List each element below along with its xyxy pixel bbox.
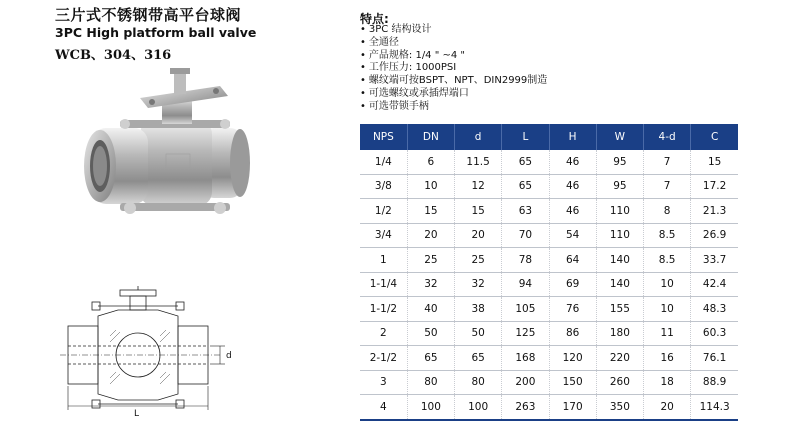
- spec-column-header: L: [502, 124, 549, 150]
- spec-cell: 21.3: [691, 199, 738, 224]
- spec-cell: 263: [502, 395, 549, 420]
- spec-cell: 7: [644, 174, 691, 199]
- spec-cell: 65: [407, 346, 454, 371]
- spec-cell: 125: [502, 321, 549, 346]
- spec-cell: 140: [596, 272, 643, 297]
- spec-column-header: NPS: [360, 124, 407, 150]
- spec-cell: 17.2: [691, 174, 738, 199]
- spec-cell: 11: [644, 321, 691, 346]
- spec-cell: 80: [455, 370, 502, 395]
- table-row: [360, 150, 738, 174]
- spec-cell: 10: [644, 272, 691, 297]
- spec-column-header: C: [691, 124, 738, 150]
- spec-cell: 8: [644, 199, 691, 224]
- spec-cell: 140: [596, 248, 643, 273]
- spec-cell: 168: [502, 346, 549, 371]
- spec-cell: 25: [407, 248, 454, 273]
- table-row: [360, 174, 738, 199]
- spec-cell: 8.5: [644, 223, 691, 248]
- spec-cell: 26.9: [691, 223, 738, 248]
- spec-cell: 114.3: [691, 395, 738, 420]
- spec-cell: 69: [549, 272, 596, 297]
- table-row: [360, 199, 738, 224]
- spec-cell: 15: [455, 199, 502, 224]
- valve-section-drawing: [60, 286, 295, 418]
- table-row: [360, 370, 738, 395]
- spec-cell: 3/8: [360, 174, 407, 199]
- spec-cell: 170: [549, 395, 596, 420]
- spec-cell: 15: [691, 150, 738, 174]
- table-row: [360, 346, 738, 371]
- spec-column-header: 4-d: [644, 124, 691, 150]
- dim-d-label: d: [226, 351, 232, 361]
- spec-cell: 32: [455, 272, 502, 297]
- spec-cell: 15: [407, 199, 454, 224]
- spec-cell: 95: [596, 174, 643, 199]
- feature-item: • 螺纹端可按BSPT、NPT、DIN2999制造: [360, 75, 547, 88]
- spec-cell: 32: [407, 272, 454, 297]
- feature-item: • 可选螺纹或承插焊端口: [360, 88, 547, 101]
- spec-cell: 46: [549, 199, 596, 224]
- spec-cell: 155: [596, 297, 643, 322]
- table-row: [360, 395, 738, 420]
- spec-cell: 10: [644, 297, 691, 322]
- spec-cell: 100: [455, 395, 502, 420]
- spec-cell: 350: [596, 395, 643, 420]
- table-row: [360, 223, 738, 248]
- spec-cell: 120: [549, 346, 596, 371]
- spec-cell: 63: [502, 199, 549, 224]
- spec-cell: 78: [502, 248, 549, 273]
- spec-cell: 12: [455, 174, 502, 199]
- product-title-en: 3PC High platform ball valve: [55, 25, 257, 40]
- spec-cell: 33.7: [691, 248, 738, 273]
- spec-cell: 1-1/4: [360, 272, 407, 297]
- spec-cell: 1-1/2: [360, 297, 407, 322]
- spec-header-row: [360, 124, 738, 150]
- spec-table-body: [360, 150, 738, 420]
- product-title-cn: 三片式不锈钢带高平台球阀: [55, 6, 242, 24]
- spec-column-header: d: [455, 124, 502, 150]
- spec-cell: 1/2: [360, 199, 407, 224]
- feature-item: • 工作压力: 1000PSI: [360, 62, 547, 75]
- spec-cell: 50: [455, 321, 502, 346]
- spec-cell: 10: [407, 174, 454, 199]
- features-list: [360, 24, 547, 114]
- spec-cell: 80: [407, 370, 454, 395]
- spec-cell: 40: [407, 297, 454, 322]
- spec-cell: 105: [502, 297, 549, 322]
- spec-cell: 150: [549, 370, 596, 395]
- spec-cell: 3/4: [360, 223, 407, 248]
- table-row: [360, 272, 738, 297]
- spec-cell: 16: [644, 346, 691, 371]
- spec-cell: 18: [644, 370, 691, 395]
- spec-cell: 7: [644, 150, 691, 174]
- spec-cell: 64: [549, 248, 596, 273]
- spec-cell: 65: [502, 174, 549, 199]
- spec-cell: 4: [360, 395, 407, 420]
- features-heading: 特点:: [360, 12, 389, 26]
- table-row: [360, 297, 738, 322]
- spec-cell: 110: [596, 223, 643, 248]
- spec-cell: 6: [407, 150, 454, 174]
- spec-cell: 100: [407, 395, 454, 420]
- feature-item: • 产品规格: 1/4 " ~4 ": [360, 50, 547, 63]
- spec-table: [360, 124, 738, 421]
- spec-cell: 20: [407, 223, 454, 248]
- spec-column-header: H: [549, 124, 596, 150]
- spec-cell: 20: [455, 223, 502, 248]
- spec-column-header: W: [596, 124, 643, 150]
- spec-cell: 1: [360, 248, 407, 273]
- feature-item: • 全通径: [360, 37, 547, 50]
- spec-cell: 76.1: [691, 346, 738, 371]
- spec-cell: 180: [596, 321, 643, 346]
- spec-cell: 54: [549, 223, 596, 248]
- spec-cell: 2: [360, 321, 407, 346]
- spec-cell: 70: [502, 223, 549, 248]
- spec-cell: 1/4: [360, 150, 407, 174]
- spec-cell: 86: [549, 321, 596, 346]
- spec-column-header: DN: [407, 124, 454, 150]
- spec-cell: 76: [549, 297, 596, 322]
- spec-cell: 42.4: [691, 272, 738, 297]
- spec-cell: 110: [596, 199, 643, 224]
- spec-cell: 38: [455, 297, 502, 322]
- spec-cell: 20: [644, 395, 691, 420]
- table-row: [360, 248, 738, 273]
- table-row: [360, 321, 738, 346]
- spec-cell: 46: [549, 150, 596, 174]
- spec-cell: 260: [596, 370, 643, 395]
- spec-cell: 94: [502, 272, 549, 297]
- feature-item: • 3PC 结构设计: [360, 24, 547, 37]
- spec-cell: 60.3: [691, 321, 738, 346]
- spec-cell: 3: [360, 370, 407, 395]
- spec-cell: 50: [407, 321, 454, 346]
- spec-cell: 11.5: [455, 150, 502, 174]
- spec-cell: 8.5: [644, 248, 691, 273]
- spec-cell: 220: [596, 346, 643, 371]
- feature-item: • 可选带锁手柄: [360, 101, 547, 114]
- spec-cell: 2-1/2: [360, 346, 407, 371]
- spec-cell: 65: [502, 150, 549, 174]
- dim-L-label: L: [134, 409, 140, 418]
- product-materials: WCB、304、316: [55, 48, 172, 63]
- spec-cell: 95: [596, 150, 643, 174]
- spec-cell: 48.3: [691, 297, 738, 322]
- spec-cell: 200: [502, 370, 549, 395]
- spec-cell: 88.9: [691, 370, 738, 395]
- spec-cell: 25: [455, 248, 502, 273]
- spec-cell: 65: [455, 346, 502, 371]
- spec-cell: 46: [549, 174, 596, 199]
- valve-photo: [70, 58, 300, 233]
